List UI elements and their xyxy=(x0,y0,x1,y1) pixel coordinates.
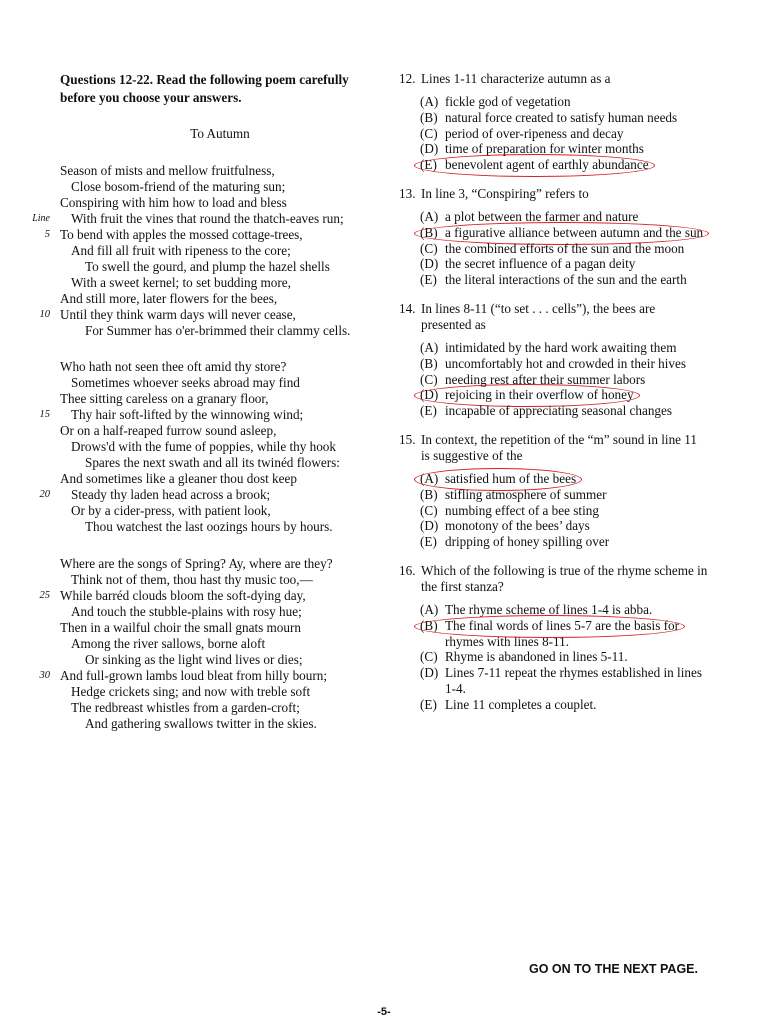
answer-choice[interactable] xyxy=(420,487,709,503)
poem-body xyxy=(32,163,380,731)
choice-text: a plot between the farmer and nature xyxy=(445,208,639,224)
choice-label: (C) xyxy=(420,649,438,665)
choice-label: (C) xyxy=(420,125,438,141)
poem-stanza xyxy=(39,555,380,731)
poem-line xyxy=(60,243,380,259)
poem-line-text: Until they think warm days will never cease, xyxy=(60,306,296,322)
poem-line-text: Or on a half-reaped furrow sound asleep, xyxy=(60,423,277,439)
choice-text: monotony of the bees’ days xyxy=(445,518,590,534)
answer-choice[interactable] xyxy=(420,241,709,257)
poem-line-text: Hedge crickets sing; and now with treble soft xyxy=(71,683,311,699)
questions-column xyxy=(399,71,709,726)
poem-line-text: Spares the next swath and all its twinéd flowers: xyxy=(85,455,340,471)
choice-text: dripping of honey spilling over xyxy=(445,534,610,550)
choice-text: the combined efforts of the sun and the moon xyxy=(445,240,685,256)
question xyxy=(399,563,709,713)
poem-line-text: Conspiring with him how to load and bless xyxy=(60,194,287,210)
answer-choice[interactable] xyxy=(420,471,709,487)
answer-choice[interactable] xyxy=(420,225,709,241)
answer-choice[interactable] xyxy=(420,94,709,110)
answer-choices xyxy=(399,471,709,550)
choice-text: rejoicing in their overflow of honey xyxy=(445,387,634,403)
answer-choice[interactable] xyxy=(420,356,709,372)
choice-text: The final words of lines 5-7 are the basis for rhymes with lines 8-11. xyxy=(445,617,680,649)
choice-text: uncomfortably hot and crowded in their hives xyxy=(445,355,686,371)
poem-line xyxy=(60,259,380,275)
poem-line-text: With a sweet kernel; to set budding more, xyxy=(71,274,291,290)
choice-label: (C) xyxy=(420,371,438,387)
poem-line-text: To bend with apples the mossed cottage-trees, xyxy=(60,226,303,242)
poem-line xyxy=(60,455,380,471)
choice-label: (D) xyxy=(420,518,439,534)
poem-line-text: And still more, later flowers for the bees, xyxy=(60,290,278,306)
line-number: 15 xyxy=(39,409,50,421)
question-text: In lines 8-11 (“to set . . . cells”), the bees are presented as xyxy=(421,300,656,332)
poem-line xyxy=(60,359,380,375)
choice-label: (C) xyxy=(420,240,438,256)
poem-line xyxy=(60,652,380,668)
answer-choice[interactable] xyxy=(420,141,709,157)
poem-line-text: While barréd clouds bloom the soft-dying day, xyxy=(60,587,306,603)
poem-line-text: Drows'd with the fume of poppies, while thy hook xyxy=(71,439,336,455)
poem-line xyxy=(60,375,380,391)
poem-line xyxy=(39,587,380,604)
poem-line-text: Thou watchest the last oozings hours by hours. xyxy=(85,519,333,535)
poem-line xyxy=(60,503,380,519)
poem-line-text: For Summer has o'er-brimmed their clammy cells. xyxy=(85,322,351,338)
choice-text: stifling atmosphere of summer xyxy=(445,486,607,502)
choice-label: (D) xyxy=(420,665,439,681)
poem-stanza xyxy=(32,163,380,338)
poem-line xyxy=(60,519,380,535)
choice-text: incapable of appreciating seasonal changes xyxy=(445,403,673,419)
poem-line-text: And gathering swallows twitter in the skies. xyxy=(85,715,317,731)
answer-choice[interactable] xyxy=(420,602,709,618)
poem-line-text: With fruit the vines that round the thatch-eaves run; xyxy=(71,210,344,226)
poem-line-text: Or sinking as the light wind lives or dies; xyxy=(85,651,303,667)
answer-choice[interactable] xyxy=(420,403,709,419)
answer-choice[interactable] xyxy=(420,372,709,388)
choice-label: (D) xyxy=(420,141,439,157)
poem-line-text: And sometimes like a gleaner thou dost keep xyxy=(60,471,297,487)
answer-choice[interactable] xyxy=(420,503,709,519)
answer-choice[interactable] xyxy=(420,157,709,173)
answer-choices xyxy=(399,340,709,419)
choice-label: (B) xyxy=(420,109,438,125)
poem-line xyxy=(39,487,380,503)
instructions-heading: Questions 12-22. Read the following poem carefully before you choose your answers. xyxy=(60,72,349,105)
question-number: 12. xyxy=(399,71,416,86)
choice-label: (D) xyxy=(420,256,439,272)
choice-label: (B) xyxy=(420,617,438,633)
choice-label: (C) xyxy=(420,502,438,518)
poem-line xyxy=(60,604,380,620)
question-number: 13. xyxy=(399,185,416,201)
poem-line xyxy=(60,684,380,700)
question xyxy=(399,71,709,173)
choice-text: intimidated by the hard work awaiting them xyxy=(445,339,677,355)
choice-label: (A) xyxy=(420,208,439,224)
poem-line xyxy=(39,306,380,323)
question-text: Lines 1-11 characterize autumn as a xyxy=(421,71,611,86)
poem-line-text: Then in a wailful choir the small gnats mourn xyxy=(60,619,301,635)
choice-text: Line 11 completes a couplet. xyxy=(445,696,597,712)
poem-line xyxy=(60,716,380,732)
poem-title: To Autumn xyxy=(190,126,250,141)
choice-label: (E) xyxy=(420,403,437,419)
choice-text: numbing effect of a bee sting xyxy=(445,502,599,518)
choice-label: (B) xyxy=(420,355,438,371)
poem-line xyxy=(60,556,380,572)
poem-line-text: Steady thy laden head across a brook; xyxy=(71,487,271,503)
answer-choice[interactable] xyxy=(420,649,709,665)
line-number: 30 xyxy=(39,669,50,681)
poem-line xyxy=(60,391,380,407)
choice-label: (E) xyxy=(420,157,437,173)
question-text: In line 3, “Conspiring” refers to xyxy=(421,185,589,201)
choice-label: (B) xyxy=(420,486,438,502)
answer-choice[interactable] xyxy=(420,126,709,142)
poem-line xyxy=(60,572,380,588)
poem-line-text: Thee sitting careless on a granary floor, xyxy=(60,391,269,407)
choice-label: (E) xyxy=(420,534,437,550)
answer-choice[interactable] xyxy=(420,340,709,356)
question xyxy=(399,186,709,288)
poem-line xyxy=(60,291,380,307)
choice-text: fickle god of vegetation xyxy=(445,94,571,109)
poem-line xyxy=(60,323,380,339)
choice-text: the secret influence of a pagan deity xyxy=(445,256,636,272)
poem-line xyxy=(44,226,380,243)
poem-line-text: Or by a cider-press, with patient look, xyxy=(71,503,271,519)
poem-line xyxy=(60,700,380,716)
poem-line-text: Season of mists and mellow fruitfulness, xyxy=(60,163,275,178)
line-number: 10 xyxy=(39,308,50,320)
question-stem xyxy=(399,186,709,202)
poem-line-text: And touch the stubble-plains with rosy hue; xyxy=(71,603,302,619)
poem-line-text: Who hath not seen thee oft amid thy store? xyxy=(60,359,287,375)
choice-label: (B) xyxy=(420,224,438,240)
page-number: -5- xyxy=(377,1006,391,1018)
choice-label: (E) xyxy=(420,272,437,288)
answer-choice[interactable] xyxy=(420,272,709,288)
question-stem xyxy=(399,432,709,464)
choice-text: period of over-ripeness and decay xyxy=(445,125,624,141)
poem-line xyxy=(60,179,380,195)
choice-label: (A) xyxy=(420,470,439,486)
poem-line-text: And full-grown lambs loud bleat from hilly bourn; xyxy=(60,667,328,683)
question-number: 15. xyxy=(399,431,416,447)
answer-choices xyxy=(399,94,709,173)
poem-line xyxy=(60,275,380,291)
poem-line xyxy=(60,423,380,439)
poem-line-text: And fill all fruit with ripeness to the core; xyxy=(71,242,291,258)
question-stem xyxy=(399,563,709,595)
answer-choice[interactable] xyxy=(420,665,709,697)
answer-choice[interactable] xyxy=(420,256,709,272)
choice-text: Lines 7-11 repeat the rhymes established in lines 1-4. xyxy=(445,665,702,696)
choice-label: (A) xyxy=(420,339,439,355)
choice-text: time of preparation for winter months xyxy=(445,141,644,157)
choice-text: a figurative alliance between autumn and the sun xyxy=(445,224,704,240)
poem-line-text: To swell the gourd, and plump the hazel shells xyxy=(85,258,330,274)
question-stem xyxy=(399,301,709,333)
choice-text: the literal interactions of the sun and the earth xyxy=(445,272,687,288)
question-number: 16. xyxy=(399,562,416,578)
poem-line-text: Close bosom-friend of the maturing sun; xyxy=(71,178,286,194)
choice-label: (A) xyxy=(420,601,439,617)
choice-text: needing rest after their summer labors xyxy=(445,371,646,387)
poem-line-text: Thy hair soft-lifted by the winnowing wind; xyxy=(71,407,304,423)
poem-line xyxy=(60,636,380,652)
poem-line-text: Where are the songs of Spring? Ay, where are they? xyxy=(60,555,333,571)
choice-text: The rhyme scheme of lines 1-4 is abba. xyxy=(445,601,653,617)
choice-text: satisfied hum of the bees xyxy=(445,470,577,486)
choice-label: (A) xyxy=(420,94,439,109)
poem-line xyxy=(60,471,380,487)
go-on-notice: GO ON TO THE NEXT PAGE. xyxy=(528,962,698,976)
choice-text: natural force created to satisfy human needs xyxy=(445,109,678,125)
answer-choice[interactable] xyxy=(420,387,709,403)
answer-choice[interactable] xyxy=(420,697,709,713)
poem-line-text: Sometimes whoever seeks abroad may find xyxy=(71,375,300,391)
choice-text: Rhyme is abandoned in lines 5-11. xyxy=(445,649,628,665)
poem-line xyxy=(60,439,380,455)
question-number: 14. xyxy=(399,300,416,316)
question xyxy=(399,301,709,419)
poem-line xyxy=(39,667,380,684)
answer-choice[interactable] xyxy=(420,110,709,126)
question xyxy=(399,432,709,550)
question-text: Which of the following is true of the rhyme scheme in the first stanza? xyxy=(421,562,708,594)
poem-stanza xyxy=(39,359,380,535)
poem-line xyxy=(60,163,380,179)
answer-choice[interactable] xyxy=(420,209,709,225)
poem-line-text: Among the river sallows, borne aloft xyxy=(71,635,266,651)
choice-label: (E) xyxy=(420,696,437,712)
answer-choice[interactable] xyxy=(420,618,709,650)
line-number: 25 xyxy=(39,589,50,601)
poem-line xyxy=(60,195,380,211)
line-number: 20 xyxy=(39,489,50,501)
answer-choice[interactable] xyxy=(420,518,709,534)
answer-choices xyxy=(399,602,709,713)
answer-choices xyxy=(399,209,709,288)
line-label: Line xyxy=(32,212,50,224)
choice-label: (D) xyxy=(420,387,439,403)
poem-line xyxy=(39,407,380,423)
answer-choice[interactable] xyxy=(420,534,709,550)
poem-line-text: The redbreast whistles from a garden-croft; xyxy=(71,699,300,715)
question-text: In context, the repetition of the “m” sound in line 11 is suggestive of the xyxy=(421,431,698,463)
choice-text: benevolent agent of earthly abundance xyxy=(445,157,649,173)
line-number: 5 xyxy=(44,228,50,240)
question-stem xyxy=(399,71,709,87)
poem-line xyxy=(32,210,380,227)
poem-line xyxy=(60,620,380,636)
poem-column xyxy=(32,71,380,731)
poem-line-text: Think not of them, thou hast thy music too,— xyxy=(71,571,313,587)
